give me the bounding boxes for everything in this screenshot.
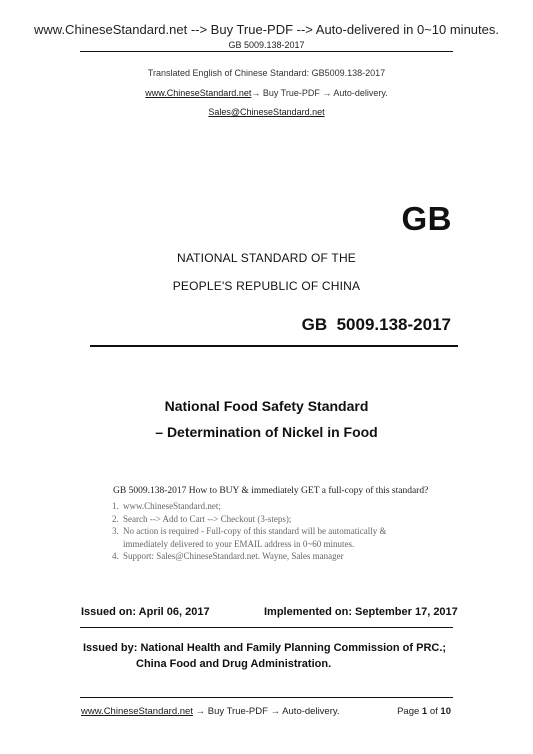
issued-by-line2: China Food and Drug Administration. xyxy=(136,658,332,670)
dates-rule xyxy=(80,627,453,628)
standard-number-rule xyxy=(90,345,458,347)
buy-steps xyxy=(113,501,473,563)
translation-note: Translated English of Chinese Standard: GB5009.138-2017 xyxy=(147,68,386,78)
buy-step: 2. Search --> Add to Cart --> Checkout (3-steps); xyxy=(112,513,292,524)
gb-logo: GB xyxy=(401,200,452,237)
email-line xyxy=(0,107,533,117)
footer-rule xyxy=(80,697,453,698)
title-line2: – Determination of Nickel in Food xyxy=(155,424,378,440)
site-link[interactable]: www.ChineseStandard.net xyxy=(145,88,252,98)
page-total: 10 xyxy=(440,706,451,717)
footer-buy-path: → Buy True-PDF → Auto-delivery. xyxy=(192,706,340,717)
header-standard-code: GB 5009.138-2017 xyxy=(228,40,305,50)
buy-step-continuation: immediately delivered to your EMAIL address in 0~60 minutes. xyxy=(123,538,355,549)
translation-links xyxy=(0,88,533,98)
buy-step: 3. No action is required - Full-copy of this standard will be automatically & xyxy=(112,526,387,536)
buy-step: 4. Support: Sales@ChineseStandard.net. Wayne, Sales manager xyxy=(112,551,344,561)
buy-step: 1. www.ChineseStandard.net; xyxy=(112,501,221,511)
issued-date: Issued on: April 06, 2017 xyxy=(81,606,210,618)
standard-number: GB 5009.138-2017 xyxy=(301,315,451,334)
buy-question: GB 5009.138-2017 How to BUY & immediately GET a full-copy of this standard? xyxy=(113,486,429,496)
title-line1: National Food Safety Standard xyxy=(164,398,369,414)
national-standard-line1: NATIONAL STANDARD OF THE xyxy=(176,251,357,265)
buy-instructions xyxy=(113,486,473,564)
buy-path-text: → Buy True-PDF → Auto-delivery. xyxy=(251,88,388,98)
page-indicator: Page 1 of 10 xyxy=(397,706,451,717)
national-standard-line2: PEOPLE'S REPUBLIC OF CHINA xyxy=(172,279,361,293)
sales-email-link[interactable]: Sales@ChineseStandard.net xyxy=(208,107,325,117)
page-current: 1 xyxy=(421,706,428,717)
top-banner: www.ChineseStandard.net --> Buy True-PDF --> Auto-delivered in 0~10 minutes. xyxy=(34,22,499,37)
footer-site-link[interactable]: www.ChineseStandard.net xyxy=(81,706,193,717)
issued-by-line1: Issued by: National Health and Family Planning Commission of PRC.; xyxy=(83,642,447,654)
header-rule xyxy=(80,51,453,52)
issued-by xyxy=(83,640,446,672)
implemented-date: Implemented on: September 17, 2017 xyxy=(264,606,458,618)
footer-links xyxy=(81,706,340,717)
